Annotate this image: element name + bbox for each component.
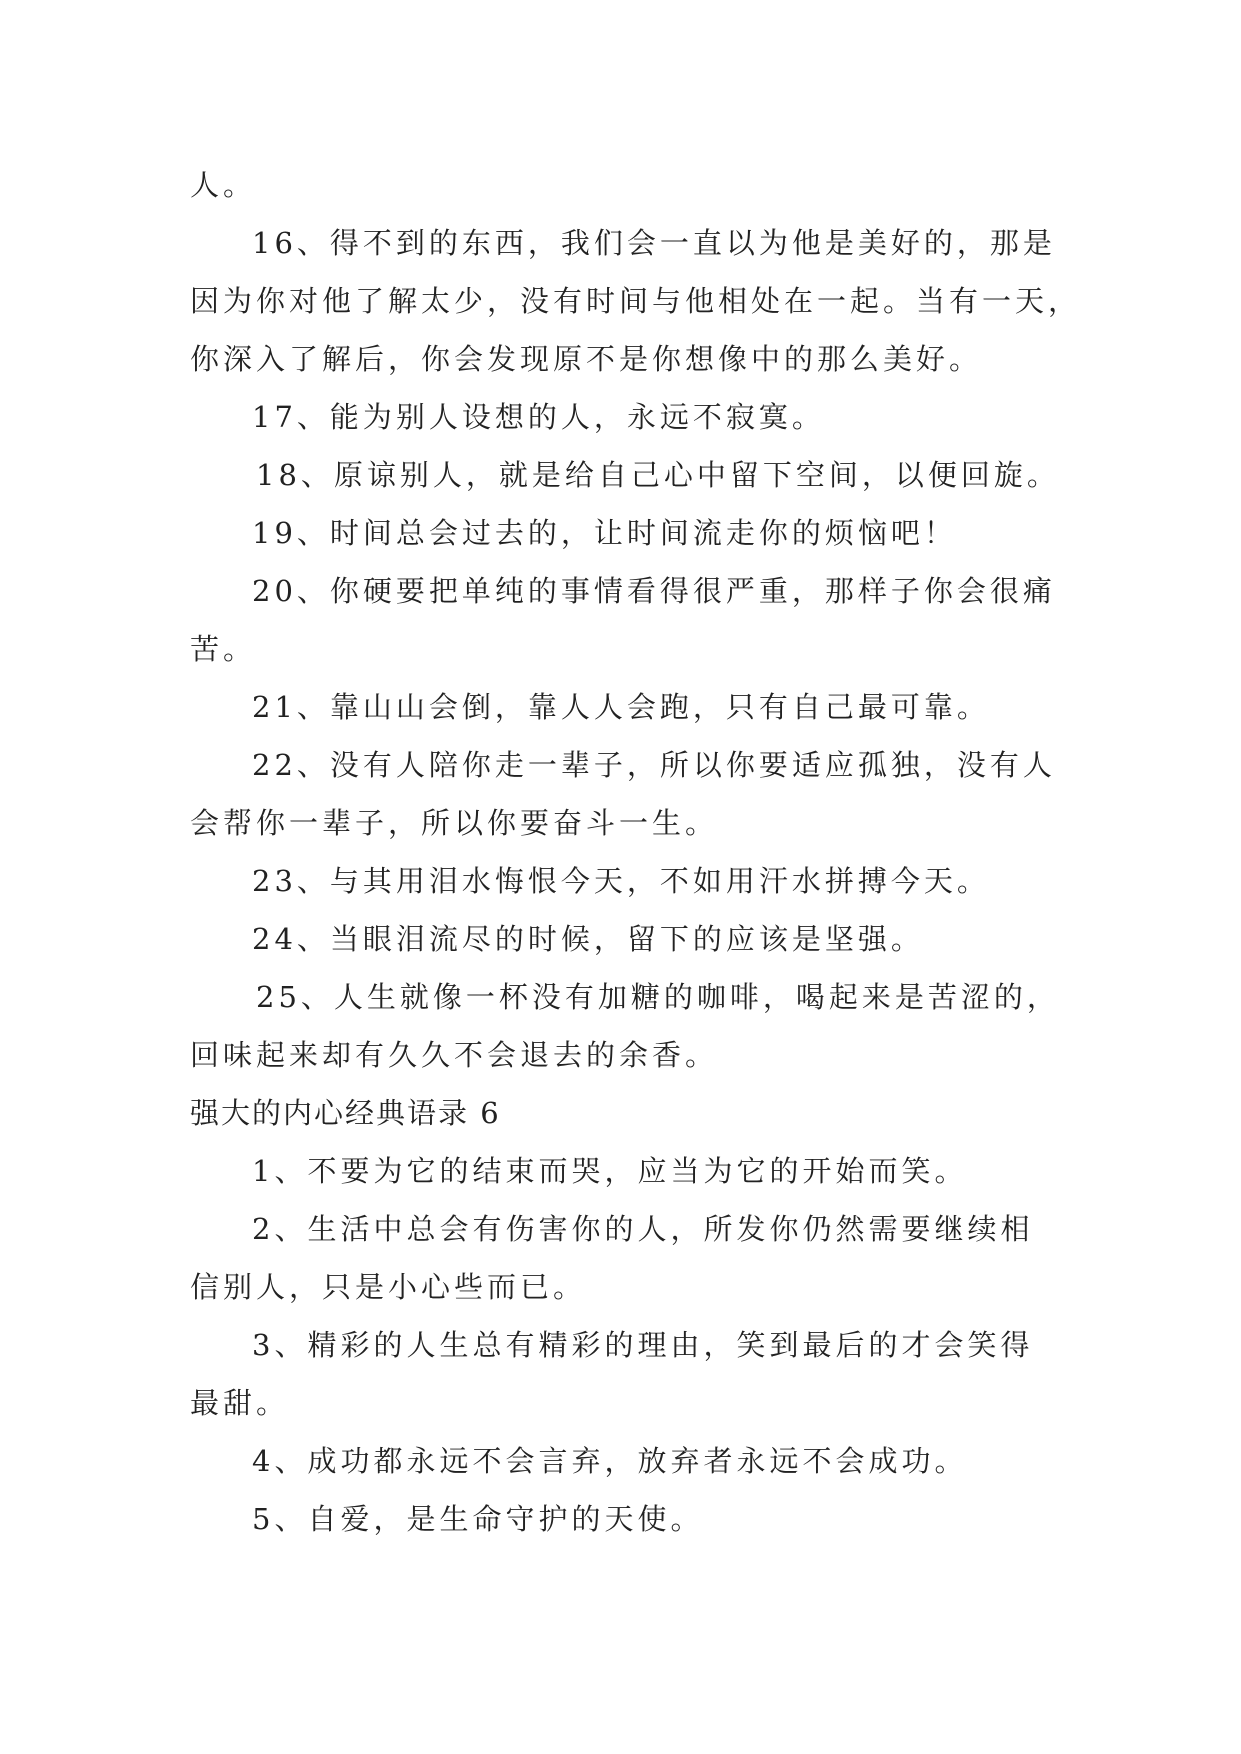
text-line: 最甜。 xyxy=(190,1386,290,1420)
text-line: 你深入了解后，你会发现原不是你想像中的那么美好。 xyxy=(190,342,983,376)
quote-24: 24、当眼泪流尽的时候，留下的应该是坚强。 xyxy=(252,922,924,956)
quote-1: 1、不要为它的结束而哭，应当为它的开始而笑。 xyxy=(252,1154,968,1188)
quote-23: 23、与其用泪水悔恨今天，不如用汗水拼搏今天。 xyxy=(252,864,990,898)
quote-16: 16、得不到的东西，我们会一直以为他是美好的，那是 xyxy=(252,226,1056,260)
quote-4: 4、成功都永远不会言弃，放弃者永远不会成功。 xyxy=(252,1444,968,1478)
text-line: 人。 xyxy=(190,168,257,202)
section-heading: 强大的内心经典语录 6 xyxy=(190,1096,501,1130)
quote-22: 22、没有人陪你走一辈子，所以你要适应孤独，没有人 xyxy=(252,748,1056,782)
quote-19: 19、时间总会过去的，让时间流走你的烦恼吧！ xyxy=(252,516,957,550)
quote-2: 2、生活中总会有伤害你的人，所发你仍然需要继续相 xyxy=(252,1212,1034,1246)
quote-5: 5、自爱，是生命守护的天使。 xyxy=(252,1502,704,1536)
text-line: 会帮你一辈子，所以你要奋斗一生。 xyxy=(190,806,719,840)
text-line: 信别人，只是小心些而已。 xyxy=(190,1270,587,1304)
text-line: 苦。 xyxy=(190,632,257,666)
quote-3: 3、精彩的人生总有精彩的理由，笑到最后的才会笑得 xyxy=(252,1328,1034,1362)
quote-18: 18、原谅别人，就是给自己心中留下空间，以便回旋。 xyxy=(256,458,1060,492)
quote-25: 25、人生就像一杯没有加糖的咖啡，喝起来是苦涩的， xyxy=(256,980,1060,1014)
text-line: 因为你对他了解太少，没有时间与他相处在一起。当有一天， xyxy=(190,284,1082,318)
quote-17: 17、能为别人设想的人，永远不寂寞。 xyxy=(252,400,825,434)
quote-20: 20、你硬要把单纯的事情看得很严重，那样子你会很痛 xyxy=(252,574,1056,608)
quote-21: 21、靠山山会倒，靠人人会跑，只有自己最可靠。 xyxy=(252,690,990,724)
text-line: 回味起来却有久久不会退去的余香。 xyxy=(190,1038,719,1072)
